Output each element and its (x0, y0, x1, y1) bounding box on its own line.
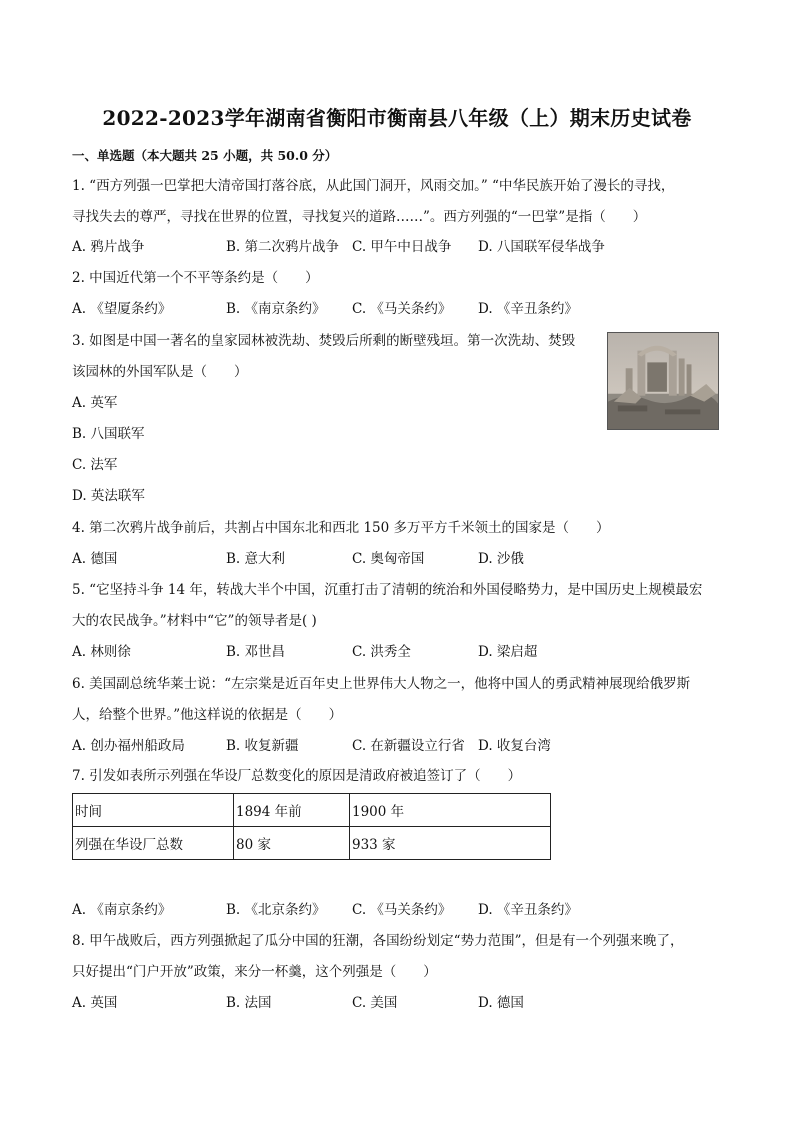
q7-option-a: A. 《南京条约》 (72, 902, 172, 918)
q3-option-b: B. 八国联军 (72, 426, 145, 442)
q1-stem-line2: 寻找失去的尊严，寻找在世界的位置，寻找复兴的道路……”。西方列强的“一巴掌”是指（ ） (72, 209, 647, 225)
table-cell: 80 家 (234, 827, 350, 860)
q8-stem-line2: 只好提出“门户开放”政策，来分一杯羹，这个列强是（ ） (72, 964, 437, 980)
q4-option-a: A. 德国 (72, 551, 118, 567)
q8-option-b: B. 法国 (226, 995, 272, 1011)
q6-option-c: C. 在新疆设立行省 (352, 738, 465, 754)
q1-option-b: B. 第二次鸦片战争 (226, 239, 340, 255)
q3-stem-line2: 该园林的外国军队是（ ） (72, 364, 248, 380)
q5-stem-line2: 大的农民战争。”材料中“它”的领导者是( ) (72, 613, 317, 629)
section-heading: 一、单选题（本大题共 25 小题，共 50.0 分） (72, 148, 338, 163)
q6-option-d: D. 收复台湾 (478, 738, 551, 754)
q7-table (72, 793, 551, 860)
table-cell: 933 家 (350, 827, 551, 860)
q7-option-b: B. 《北京条约》 (226, 902, 326, 918)
q3-option-c: C. 法军 (72, 457, 118, 473)
q3-option-a: A. 英军 (72, 395, 118, 411)
q4-option-b: B. 意大利 (226, 551, 286, 567)
q5-option-c: C. 洪秀全 (352, 644, 411, 660)
q6-stem-line1: 6. 美国副总统华莱士说：“左宗棠是近百年史上世界伟大人物之一，他将中国人的勇武精神展现给俄罗斯 (72, 676, 691, 692)
exam-title: 2022-2023学年湖南省衡阳市衡南县八年级（上）期末历史试卷 (102, 106, 692, 130)
q5-option-d: D. 梁启超 (478, 644, 538, 660)
q2-stem: 2. 中国近代第一个不平等条约是（ ） (72, 270, 319, 286)
table-cell: 列强在华设厂总数 (73, 827, 234, 860)
table-cell: 1900 年 (350, 794, 551, 827)
table-row (73, 794, 551, 827)
q3-stem-line1: 3. 如图是中国一著名的皇家园林被洗劫、焚毁后所剩的断壁残垣。第一次洗劫、焚毁 (72, 333, 576, 349)
q1-option-a: A. 鸦片战争 (72, 239, 145, 255)
q6-stem-line2: 人，给整个世界。”他这样说的依据是（ ） (72, 707, 343, 723)
q3-option-d: D. 英法联军 (72, 488, 145, 504)
q4-stem: 4. 第二次鸦片战争前后，共割占中国东北和西北 150 多万平方千米领土的国家是（ ） (72, 520, 610, 536)
q2-option-b: B. 《南京条约》 (226, 301, 326, 317)
q8-option-d: D. 德国 (478, 995, 524, 1011)
q2-option-c: C. 《马关条约》 (352, 301, 452, 317)
table-cell: 1894 年前 (234, 794, 350, 827)
q2-option-a: A. 《望厦条约》 (72, 301, 172, 317)
table-cell: 时间 (73, 794, 234, 827)
q8-option-c: C. 美国 (352, 995, 398, 1011)
q4-option-c: C. 奥匈帝国 (352, 551, 425, 567)
q2-option-d: D. 《辛丑条约》 (478, 301, 578, 317)
q5-option-a: A. 林则徐 (72, 644, 131, 660)
q5-option-b: B. 邓世昌 (226, 644, 286, 660)
q7-option-c: C. 《马关条约》 (352, 902, 452, 918)
q8-stem-line1: 8. 甲午战败后，西方列强掀起了瓜分中国的狂潮，各国纷纷划定“势力范围”，但是有一个列强来晚了， (72, 933, 684, 949)
q1-option-d: D. 八国联军侵华战争 (478, 239, 605, 255)
q6-option-b: B. 收复新疆 (226, 738, 299, 754)
q7-stem: 7. 引发如表所示列强在华设厂总数变化的原因是清政府被追签订了（ ） (72, 768, 522, 784)
q1-option-c: C. 甲午中日战争 (352, 239, 452, 255)
q6-option-a: A. 创办福州船政局 (72, 738, 185, 754)
ruins-photo-icon (607, 332, 719, 430)
q4-option-d: D. 沙俄 (478, 551, 524, 567)
q8-option-a: A. 英国 (72, 995, 118, 1011)
q1-stem-line1: 1. “西方列强一巴掌把大清帝国打落谷底，从此国门洞开，风雨交加。” “中华民族开始了漫长的寻找， (72, 178, 675, 194)
table-row (73, 827, 551, 860)
q7-option-d: D. 《辛丑条约》 (478, 902, 578, 918)
q5-stem-line1: 5. “它坚持斗争 14 年，转战大半个中国，沉重打击了清朝的统治和外国侵略势力，是中国历史上规模最宏 (72, 582, 703, 598)
